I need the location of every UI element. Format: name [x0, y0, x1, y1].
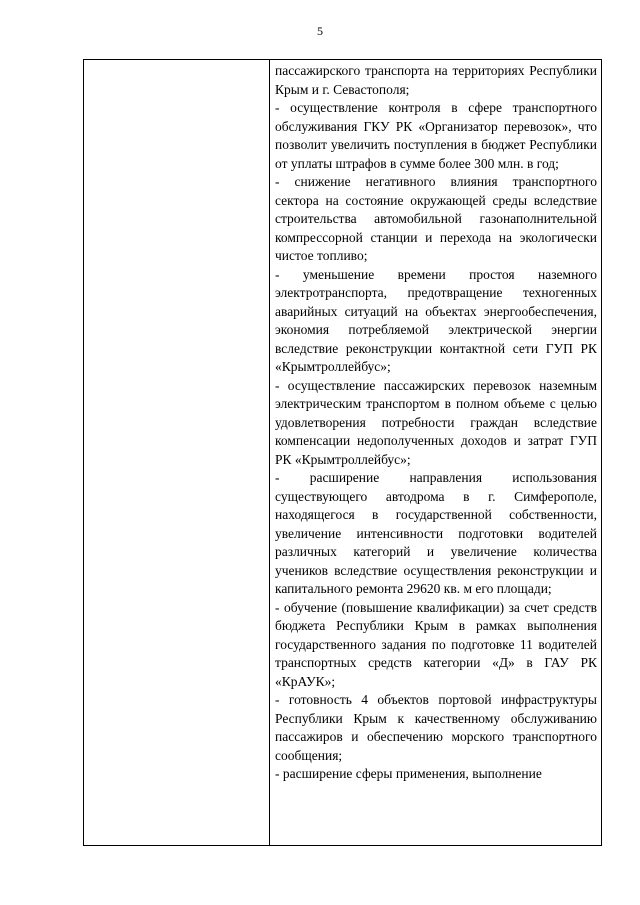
table-row	[84, 60, 602, 846]
paragraph: - готовность 4 объектов портовой инфраструктуры Республики Крым к качественному обслуживанию пассажиров и обеспечению морского транспортного сообщения;	[275, 692, 597, 763]
table-cell-left	[84, 60, 270, 846]
paragraph: - уменьшение времени простоя наземного электротранспорта, предотвращение техногенных аварийных ситуаций на объектах энергообеспечения, экономия потребляемой электрической энергии вследствие реконструкции контактной сети ГУП РК «Крымтроллейбус»;	[275, 266, 597, 374]
content-table	[83, 59, 602, 846]
paragraph: - снижение негативного влияния транспортного сектора на состояние окружающей среды вследствие строительства автомобильной газонаполнительной компрессорной станции и перехода на экологически чистое топливо;	[275, 174, 597, 263]
paragraph: - осуществление пассажирских перевозок наземным электрическим транспортом в полном объеме с целью удовлетворения потребности граждан вследствие компенсации недополученных доходов и затрат ГУП РК «Крымтроллейбус»;	[275, 377, 597, 467]
paragraph: - обучение (повышение квалификации) за счет средств бюджета Республики Крым в рамках выполнения государственного задания по подготовке 11 водителей транспортных средств категории «Д» в ГАУ РК «КрАУК»;	[275, 599, 597, 689]
paragraph: - осуществление контроля в сфере транспортного обслуживания ГКУ РК «Организатор перевозок», что позволит увеличить поступления в бюджет Республики от уплаты штрафов в сумме более 300 млн. в год;	[275, 100, 597, 171]
paragraph: - расширение сферы применения, выполнение	[275, 766, 542, 781]
paragraph: - расширение направления использования существующего автодрома в г. Симферополе, находящегося в государственной собственности, увеличение интенсивности подготовки водителей различных категорий и увеличение количества учеников вследствие осуществления реконструкции и капитального ремонта 29620 кв. м его площади;	[275, 470, 597, 596]
table-cell-right	[270, 60, 602, 846]
paragraph: пассажирского транспорта на территориях Республики Крым и г. Севастополя;	[275, 63, 597, 97]
page-number: 5	[317, 24, 323, 38]
